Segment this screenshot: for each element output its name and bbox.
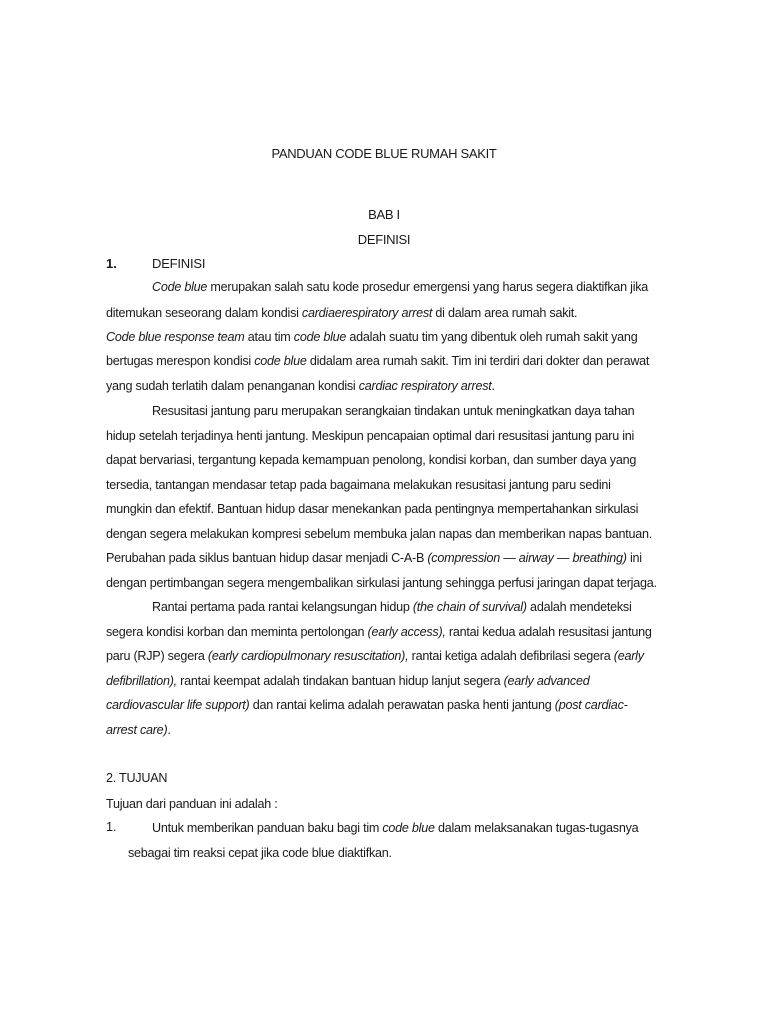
text-run: .: [167, 723, 171, 737]
text-run: Perubahan pada siklus bantuan hidup dasar menjadi C-A-B: [106, 551, 428, 565]
paragraph-line: mungkin dan efektif. Bantuan hidup dasar menekankan pada pentingnya mempertahankan sirkulasi: [106, 502, 639, 516]
text-run: ini: [626, 551, 642, 565]
text-run: dan rantai kelima adalah perawatan paska henti jantung: [249, 698, 555, 712]
paragraph-line: [106, 722, 171, 738]
paragraph-line: [106, 624, 652, 640]
text-run: dalam melaksanakan tugas-tugasnya: [434, 821, 639, 835]
paragraph-line: [106, 329, 637, 345]
italic-term: code blue: [254, 354, 307, 368]
italic-term: code blue: [382, 821, 435, 835]
paragraph-line: [106, 673, 589, 689]
text-run: atau tim: [244, 330, 294, 344]
section-heading: 2. TUJUAN: [106, 771, 168, 785]
text-run: paru (RJP) segera: [106, 649, 208, 663]
paragraph-line: dengan pertimbangan segera mengembalikan sirkulasi jantung sehingga perfusi jaringan dapat terjaga.: [106, 576, 657, 590]
text-run: Untuk memberikan panduan baku bagi tim: [152, 821, 383, 835]
text-run: segera kondisi korban dan meminta pertolongan: [106, 625, 368, 639]
paragraph-line: [106, 697, 628, 713]
italic-term: (post cardiac-: [554, 698, 628, 712]
text-run: rantai ketiga adalah defibrilasi segera: [408, 649, 614, 663]
italic-term: (early advanced: [503, 674, 590, 688]
italic-term: (the chain of survival): [412, 600, 527, 614]
text-run: rantai kedua adalah resusitasi jantung: [445, 625, 652, 639]
italic-term: (early access),: [367, 625, 446, 639]
section-heading: DEFINISI: [152, 256, 206, 271]
text-run: adalah suatu tim yang dibentuk oleh rumah sakit yang: [346, 330, 638, 344]
italic-term: code blue: [293, 330, 347, 344]
italic-term: (compression — airway — breathing): [427, 551, 627, 565]
text-run: .: [491, 379, 495, 393]
paragraph-line: hidup setelah terjadinya henti jantung. Meskipun pencapaian optimal dari resusitasi jantung paru ini: [106, 429, 635, 443]
paragraph-line: [106, 353, 649, 369]
text-run: di dalam area rumah sakit.: [432, 306, 578, 320]
section-number: 1.: [106, 256, 117, 271]
text-run: adalah mendeteksi: [526, 600, 632, 614]
italic-term: defibrillation),: [106, 674, 177, 688]
list-item-line: [152, 820, 638, 836]
paragraph-line: [152, 279, 648, 295]
italic-term: cardiaerespiratory arrest: [301, 306, 433, 320]
paragraph-line: dengan segera melakukan kompresi sebelum membuka jalan napas dan memberikan napas bantuan.: [106, 527, 652, 541]
paragraph-line: Tujuan dari panduan ini adalah :: [106, 797, 278, 811]
chapter-number: BAB I: [368, 207, 400, 222]
italic-term: arrest care): [106, 723, 168, 737]
document-title: PANDUAN CODE BLUE RUMAH SAKIT: [271, 146, 497, 161]
text-run: bertugas merespon kondisi: [106, 354, 255, 368]
italic-term: (early cardiopulmonary resuscitation),: [207, 649, 409, 663]
text-run: yang sudah terlatih dalam penanganan kondisi: [106, 379, 359, 393]
paragraph-line: dapat bervariasi, tergantung kepada kemampuan penolong, kondisi korban, dan sumber daya yang: [106, 453, 637, 467]
text-run: ditemukan seseorang dalam kondisi: [106, 306, 302, 320]
italic-term: Code blue: [152, 280, 208, 294]
paragraph-line: [106, 550, 642, 566]
paragraph-line: [106, 648, 644, 664]
italic-term: Code blue response team: [106, 330, 245, 344]
italic-term: cardiovascular life support): [106, 698, 250, 712]
list-item-line: sebagai tim reaksi cepat jika code blue diaktifkan.: [128, 846, 392, 860]
list-number: 1.: [106, 820, 117, 834]
text-run: rantai keempat adalah tindakan bantuan hidup lanjut segera: [176, 674, 504, 688]
paragraph-line: [106, 305, 577, 321]
paragraph-line: Resusitasi jantung paru merupakan serangkaian tindakan untuk meningkatkan daya tahan: [152, 404, 635, 418]
chapter-title: DEFINISI: [357, 232, 411, 247]
italic-term: (early: [613, 649, 644, 663]
italic-term: cardiac respiratory arrest: [358, 379, 492, 393]
text-run: didalam area rumah sakit. Tim ini terdiri dari dokter dan perawat: [306, 354, 650, 368]
text-run: Rantai pertama pada rantai kelangsungan hidup: [152, 600, 413, 614]
paragraph-line: [106, 378, 495, 394]
paragraph-line: tersedia, tantangan mendasar tetap pada bagaimana melakukan resusitasi jantung paru sedini: [106, 478, 611, 492]
text-run: merupakan salah satu kode prosedur emergensi yang harus segera diaktifkan jika: [207, 280, 649, 294]
paragraph-line: [152, 599, 632, 615]
